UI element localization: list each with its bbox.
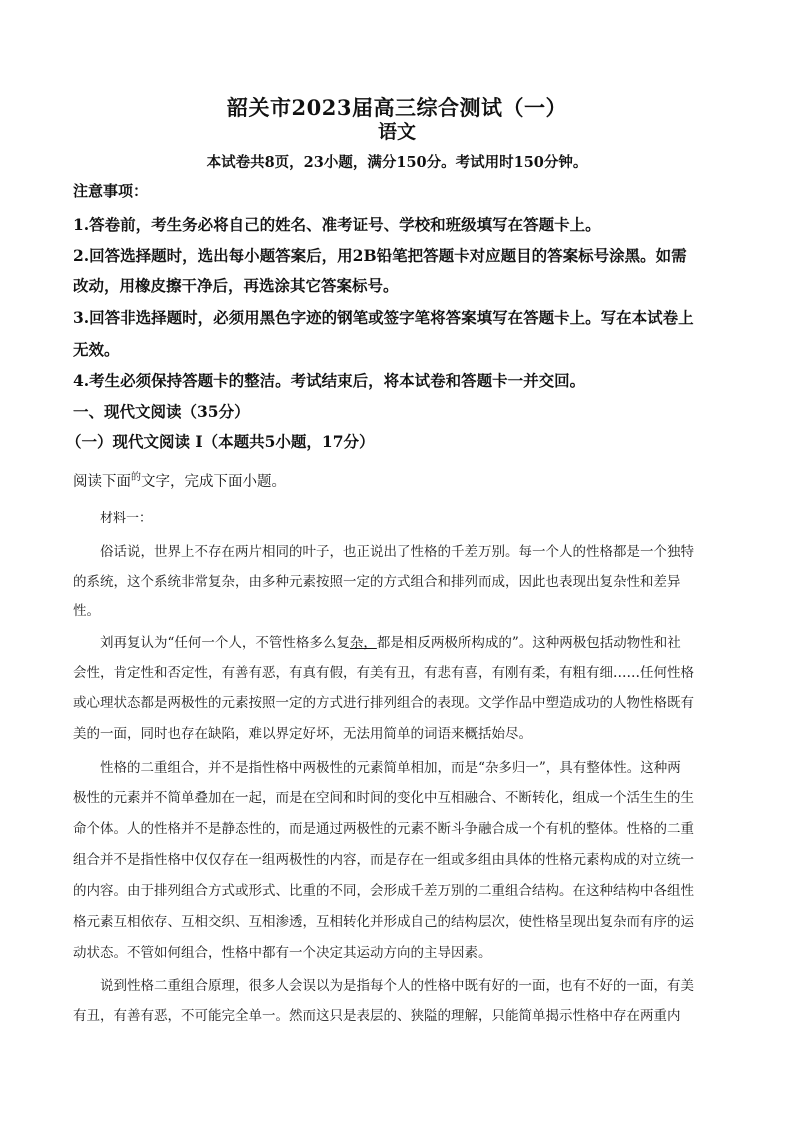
passage-line: 动状态。不管如何组合，性格中都有一个决定其运动方向的主导因素。	[73, 945, 492, 961]
notice-line: 3.回答非选择题时，必须用黑色字迹的钢笔或签字笔将答案填写在答题卡上。写在本试卷上	[73, 308, 694, 327]
passage-line: 命个体。人的性格并不是静态性的，而是通过两极性的元素不断斗争融合成一个有机的整体。性格的二重	[73, 821, 694, 837]
passage-line	[100, 631, 681, 651]
instruction-text-a: 阅读下面	[73, 474, 131, 490]
instruction-text-b: 文字，完成下面小题。	[141, 474, 286, 490]
passage-line: 有丑，有善有恶，不可能完全单一。然而这只是表层的、狭隘的理解，只能简单揭示性格中存在两重内	[73, 1008, 681, 1024]
notice-line: 4.考生必须保持答题卡的整洁。考试结束后，将本试卷和答题卡一并交回。	[73, 371, 586, 390]
exam-title: 韶关市2023届高三综合测试（一）	[227, 95, 567, 120]
section-subheading: （一）现代文阅读 I（本题共5小题，17分）	[66, 432, 375, 451]
notice-line: 无效。	[73, 340, 120, 359]
section-heading: 一、现代文阅读（35分）	[73, 402, 250, 421]
notice-line: 1.答卷前，考生务必将自己的姓名、准考证号、学校和班级填写在答题卡上。	[73, 215, 601, 234]
passage-text: 都是相反两极所构成的”。这种两极包括动物性和社	[376, 635, 681, 651]
passage-line: 组合并不是指性格中仅仅存在一组两极性的内容，而是存在一组或多组由具体的性格元素构成的对立统一	[73, 852, 694, 868]
exam-subject: 语文	[377, 121, 416, 143]
passage-line: 性。	[73, 603, 100, 619]
passage-line: 格元素互相依存、互相交织、互相渗透，互相转化并形成自己的结构层次，使性格呈现出复杂而有序的运	[73, 914, 694, 930]
passage-line: 俗话说，世界上不存在两片相同的叶子，也正说出了性格的千差万别。每一个人的性格都是一个独特	[100, 544, 694, 560]
passage-underlined-text: 杂，	[349, 635, 377, 651]
passage-line: 会性，肯定性和否定性，有善有恶，有真有假，有美有丑，有悲有喜，有刚有柔，有粗有细……任何性格	[73, 665, 694, 681]
notice-line: 改动，用橡皮擦干净后，再选涂其它答案标号。	[73, 276, 399, 295]
passage-text: 刘再复认为“任何一个人，不管性格多么复	[100, 635, 350, 651]
passage-line: 的内容。由于排列组合方式或形式、比重的不同，会形成千差万别的二重组合结构。在这种结构中各组性	[73, 883, 694, 899]
passage-line: 美的一面，同时也存在缺陷，难以界定好坏，无法用简单的词语来概括始尽。	[73, 726, 532, 742]
passage-line: 或心理状态都是两极性的元素按照一定的方式进行排列组合的表现。文学作品中塑造成功的人物性格既有	[73, 695, 694, 711]
notice-heading: 注意事项：	[73, 182, 149, 200]
passage-line: 性格的二重组合，并不是指性格中两极性的元素简单相加，而是“杂多归一”，具有整体性。这种两	[100, 760, 681, 776]
exam-meta: 本试卷共8页，23小题，满分150分。考试用时150分钟。	[206, 154, 588, 171]
passage-line: 的系统，这个系统非常复杂，由多种元素按照一定的方式组合和排列而成，因此也表现出复杂性和差异	[73, 574, 681, 590]
passage-line: 说到性格二重组合原理，很多人会误以为是指每个人的性格中既有好的一面，也有不好的一面，有美	[100, 978, 694, 994]
reading-instruction	[73, 468, 286, 491]
notice-line: 2.回答选择题时，选出每小题答案后，用2B铅笔把答题卡对应题目的答案标号涂黑。如需	[73, 246, 687, 265]
instruction-sup: 的	[131, 472, 141, 483]
material-label: 材料一：	[100, 511, 153, 526]
passage-line: 极性的元素并不简单叠加在一起，而是在空间和时间的变化中互相融合、不断转化，组成一个活生生的生	[73, 790, 694, 806]
